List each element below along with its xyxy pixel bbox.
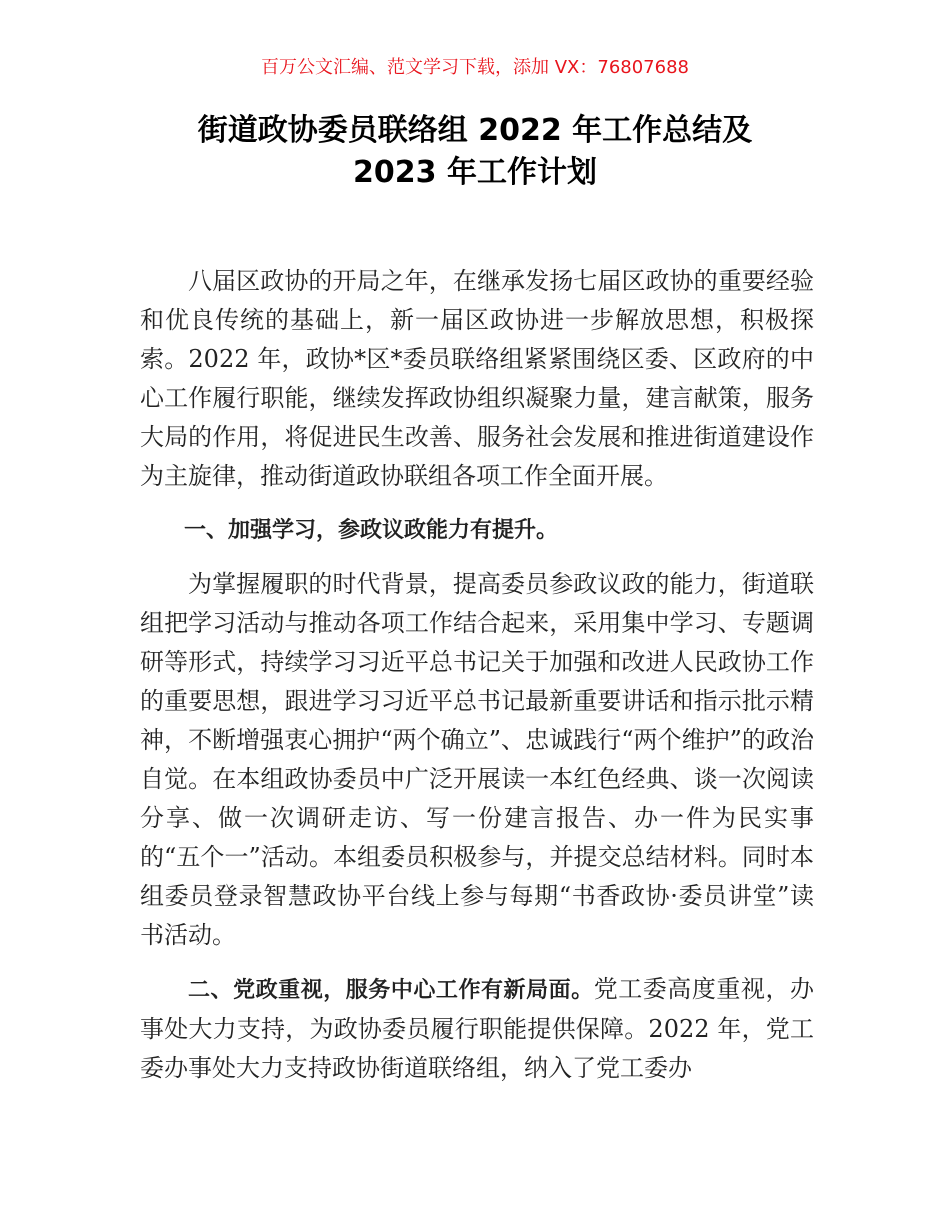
intro-paragraph: 八届区政协的开局之年，在继承发扬七届区政协的重要经验和优良传统的基础上，新一届区政协进一步解放思想，积极探索。2022 年，政协*区*委员联络组紧紧围绕区委、区政府的中心工作履行职能，继续发挥政协组织凝聚力量，建言献策，服务大局的作用，将促进民生改善、服务社会发展和推进街道建设作为主旋律，推动街道政协联组各项工作全面开展。 — [140, 267, 814, 490]
watermark-banner: 百万公文汇编、范文学习下载，添加 VX：76807688 — [261, 57, 689, 78]
section-1-heading: 一、加强学习，参政议政能力有提升。 — [184, 518, 559, 543]
title-line-2: 2023 年工作计划 — [353, 155, 597, 190]
document-body — [140, 262, 814, 1088]
section-2-heading: 二、党政重视，服务中心工作有新局面。 — [188, 978, 594, 1003]
section-2-body: 党工委高度重视，办事处大力支持，为政协委员履行职能提供保障。2022 年，党工委办事处大力支持政协街道联络组，纳入了党工委办 — [140, 975, 814, 1082]
document-title — [100, 110, 850, 194]
section-2-paragraph — [140, 970, 814, 1088]
section-1-paragraph: 为掌握履职的时代背景，提高委员参政议政的能力，街道联组把学习活动与推动各项工作结合起来，采用集中学习、专题调研等形式，持续学习习近平总书记关于加强和改进人民政协工作的重要思想，跟进学习习近平总书记最新重要讲话和指示批示精神，不断增强衷心拥护“两个确立”、忠诚践行“两个维护”的政治自觉。在本组政协委员中广泛开展读一本红色经典、谈一次阅读分享、做一次调研走访、写一份建言报告、办一件为民实事的“五个一”活动。本组委员积极参与，并提交总结材料。同时本组委员登录智慧政协平台线上参与每期“书香政协·委员讲堂”读书活动。 — [140, 570, 814, 949]
title-line-1: 街道政协委员联络组 2022 年工作总结及 — [197, 113, 753, 148]
